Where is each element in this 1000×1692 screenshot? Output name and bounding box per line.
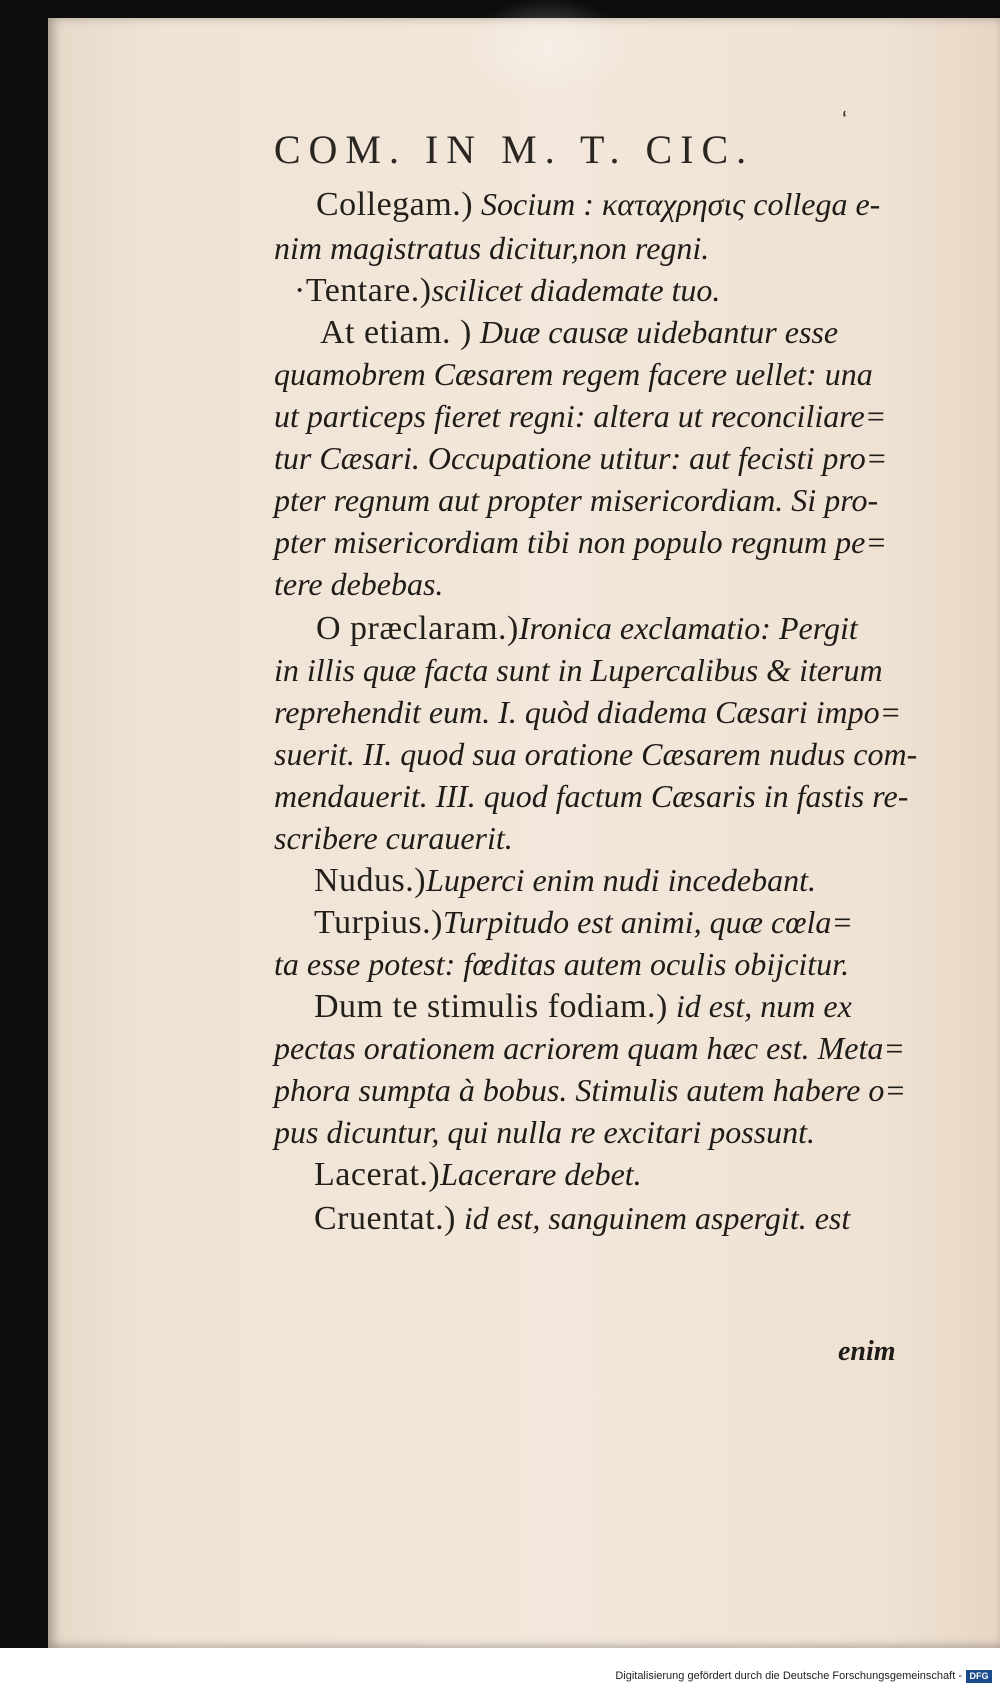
gloss: suerit. II. quod sua oratione Cæsarem nudus com-: [274, 736, 918, 772]
text-line: [274, 352, 873, 397]
book-page: [48, 18, 1000, 1648]
catchword: enim: [838, 1336, 896, 1367]
gloss: Duæ causæ uidebantur esse: [471, 314, 839, 350]
text-line: [274, 436, 887, 481]
text-line: [314, 984, 852, 1029]
gloss: Lacerare debet.: [440, 1156, 642, 1192]
text-line: [274, 732, 917, 777]
text-line: [316, 606, 858, 651]
text-line: [274, 1026, 905, 1071]
gloss: tere debebas.: [274, 566, 444, 602]
text-line: [274, 394, 886, 439]
gloss: scribere curauerit.: [274, 820, 513, 856]
text-line: [274, 774, 908, 819]
text-line: [274, 1068, 906, 1113]
text-line: [274, 226, 709, 271]
lemma: Turpius.): [314, 904, 443, 941]
funding-credit: Digitalisierung gefördert durch die Deutsche Forschungsgemeinschaft -: [615, 1670, 962, 1682]
gloss: reprehendit eum. I. quòd diadema Cæsari impo=: [274, 694, 902, 730]
gloss: quamobrem Cæsarem regem facere uellet: una: [274, 356, 873, 392]
text-line: [274, 562, 443, 607]
gloss: pter regnum aut propter misericordiam. Si pro-: [274, 482, 879, 518]
gloss: Ironica exclamatio: Pergit: [518, 610, 858, 646]
lemma: Lacerat.): [314, 1156, 441, 1193]
text-line: [274, 520, 887, 565]
text-line: [274, 816, 513, 861]
text-line: [274, 942, 849, 987]
dfg-logo-icon: DFG: [966, 1670, 992, 1683]
gloss: pter misericordiam tibi non populo regnum pe=: [274, 524, 887, 560]
lemma: Collegam.): [316, 186, 474, 223]
lemma: At etiam. ): [320, 314, 472, 351]
gloss: phora sumpta à bobus. Stimulis autem habere o=: [274, 1072, 906, 1108]
text-line: [274, 690, 901, 735]
gloss: ta esse potest: fœditas autem oculis obijcitur.: [274, 946, 850, 982]
lemma: Nudus.): [314, 862, 427, 899]
lemma: O præclaram.): [316, 610, 519, 647]
text-line: [316, 182, 880, 227]
text-line: [314, 1196, 850, 1241]
gloss: Socium : καταχρησις collega e-: [473, 186, 881, 222]
text-line: [314, 858, 816, 903]
gloss: nim magistratus dicitur,non regni.: [274, 230, 710, 266]
lemma: Dum te stimulis fodiam.): [314, 988, 668, 1025]
gloss: ut particeps fieret regni: altera ut reconciliare=: [274, 398, 887, 434]
lemma: ·Tentare.): [294, 272, 432, 309]
paper-stain: [468, 0, 628, 98]
gloss: mendauerit. III. quod factum Cæsaris in fastis re-: [274, 778, 909, 814]
gloss: id est, num ex: [667, 988, 852, 1024]
text-line: [274, 648, 883, 693]
text-line: [314, 900, 853, 945]
gloss: pectas orationem acriorem quam hæc est. Meta=: [274, 1030, 905, 1066]
text-line: [294, 268, 720, 313]
lemma: Cruentat.): [314, 1200, 456, 1237]
gloss: pus dicuntur, qui nulla re excitari possunt.: [274, 1114, 816, 1150]
gloss: Luperci enim nudi incedebant.: [426, 862, 816, 898]
digitization-footer: [0, 1648, 1000, 1692]
text-line: [274, 1110, 815, 1155]
gloss: scilicet diademate tuo.: [431, 272, 721, 308]
gloss: id est, sanguinem aspergit. est: [455, 1200, 851, 1236]
running-header: COM. IN M. T. CIC.: [273, 127, 755, 172]
text-line: [274, 478, 878, 523]
gloss: tur Cæsari. Occupatione utitur: aut fecisti pro=: [274, 440, 888, 476]
gloss: in illis quæ facta sunt in Lupercalibus & iterum: [274, 652, 883, 688]
margin-mark: ‘: [838, 107, 855, 134]
text-line: [314, 1152, 642, 1197]
text-line: [320, 310, 838, 355]
gloss: Turpitudo est animi, quæ cœla=: [442, 904, 853, 940]
